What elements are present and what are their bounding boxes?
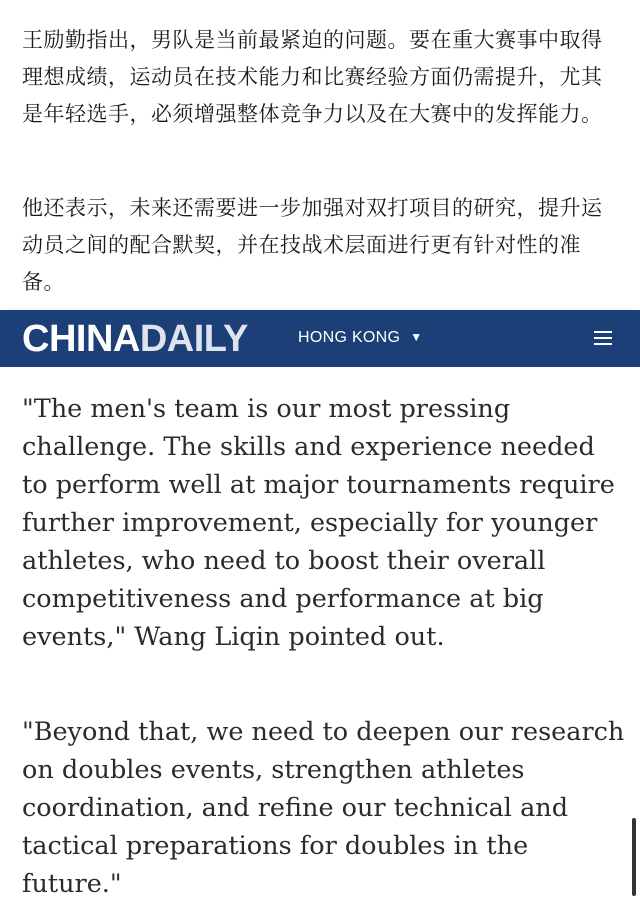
menu-line bbox=[594, 337, 612, 339]
english-paragraph-1: "The men's team is our most pressing challenge. The skills and experience needed to perform well at major tournaments require further improvement, especially for younger athletes, who need to boost their overall competitiveness and performance at big events," Wang Liqin pointed out. bbox=[22, 394, 615, 652]
china-daily-header bbox=[0, 310, 640, 367]
chinese-paragraph-2: 他还表示，未来还需要进一步加强对双打项目的研究，提升运动员之间的配合默契，并在技战术层面进行更有针对性的准备。 bbox=[22, 196, 603, 294]
china-daily-logo[interactable] bbox=[22, 318, 248, 360]
menu-line bbox=[594, 331, 612, 333]
english-paragraph-2: "Beyond that, we need to deepen our research on doubles events, strengthen athletes coordination, and refine our technical and tactical preparations for doubles in the future." bbox=[22, 717, 625, 899]
hamburger-menu-icon[interactable] bbox=[592, 327, 614, 349]
menu-line bbox=[594, 343, 612, 345]
chinese-article-section bbox=[0, 0, 640, 310]
region-label: HONG KONG bbox=[298, 329, 401, 346]
logo-text-china: CHINA bbox=[22, 318, 140, 360]
english-article-section bbox=[0, 367, 640, 902]
region-selector[interactable] bbox=[298, 327, 422, 348]
logo-text-daily: DAILY bbox=[139, 318, 248, 360]
scrollbar-thumb[interactable] bbox=[632, 818, 636, 896]
chinese-paragraph-1: 王励勤指出，男队是当前最紧迫的问题。要在重大赛事中取得理想成绩，运动员在技术能力和比赛经验方面仍需提升，尤其是年轻选手，必须增强整体竞争力以及在大赛中的发挥能力。 bbox=[22, 28, 603, 126]
caret-down-icon: ▼ bbox=[410, 330, 423, 344]
